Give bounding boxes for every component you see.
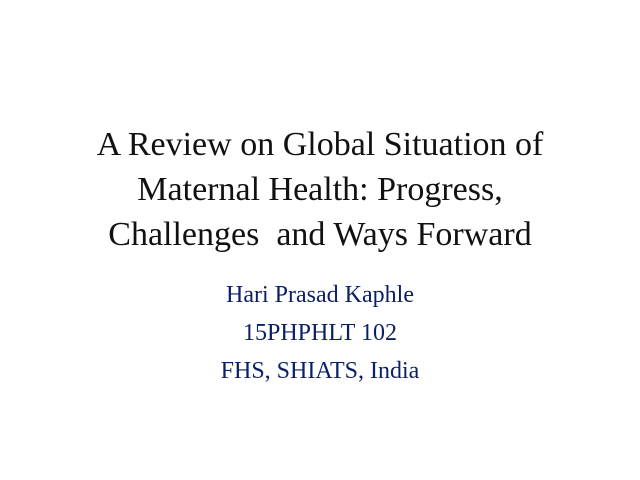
title-line-1: A Review on Global Situation of — [96, 126, 544, 163]
affiliation: FHS, SHIATS, India — [220, 358, 420, 384]
student-id: 15PHPHLT 102 — [242, 320, 398, 346]
title-line-2: Maternal Health: Progress, — [137, 171, 503, 208]
title-line-3: Challenges and Ways Forward — [108, 216, 532, 253]
slide-subtitle — [80, 276, 560, 390]
author-name: Hari Prasad Kaphle — [226, 282, 414, 308]
slide-title — [40, 122, 600, 257]
